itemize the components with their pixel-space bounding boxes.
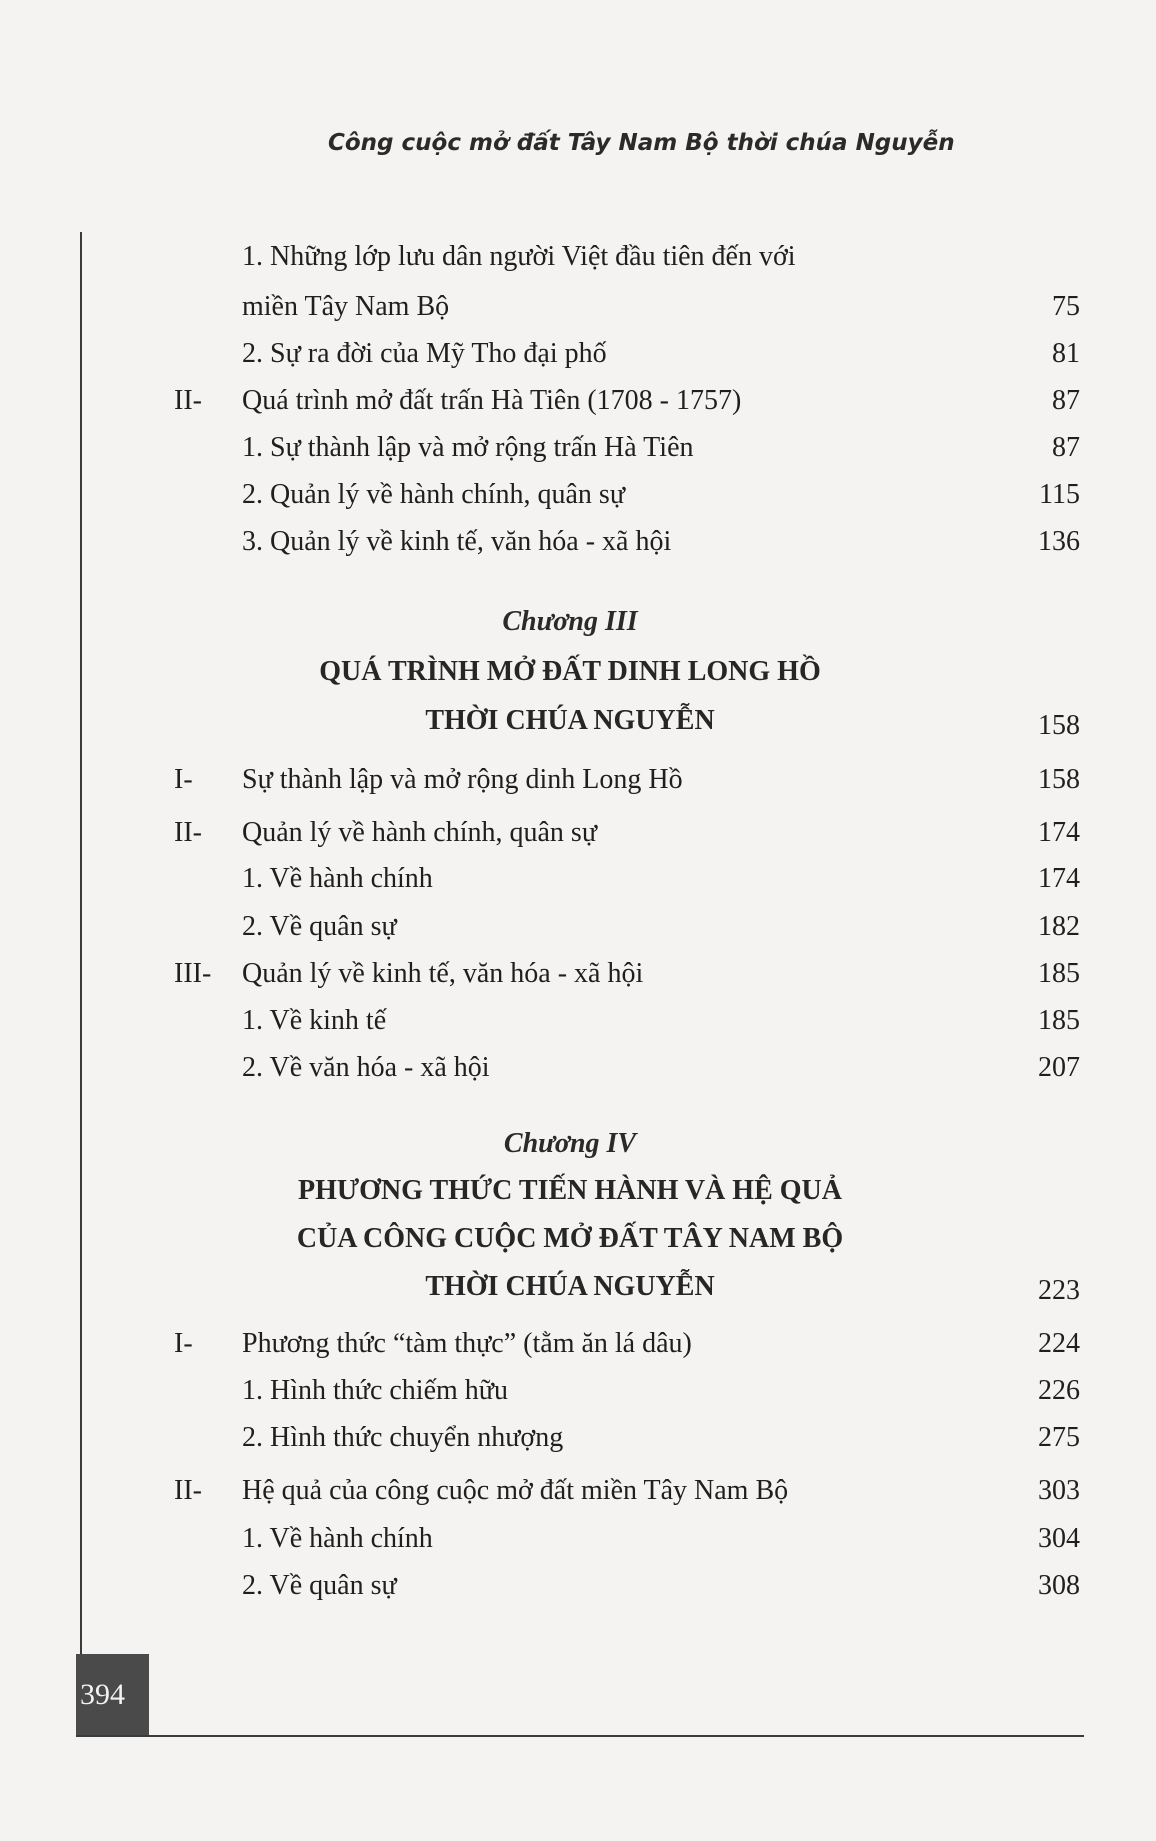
toc-entry [0, 384, 1156, 428]
toc-entry [0, 862, 1156, 906]
toc-entry-page: 304 [1038, 1523, 1080, 1554]
toc-entry-page: 174 [1038, 817, 1080, 848]
toc-entry-page: 303 [1038, 1475, 1080, 1506]
toc-entry-number: II- [174, 385, 202, 416]
chapter-label: Chương IV [503, 1128, 637, 1159]
toc-entry-text: 2. Về văn hóa - xã hội [242, 1052, 490, 1083]
toc-entry-page: 182 [1038, 911, 1080, 942]
running-header: Công cuộc mở đất Tây Nam Bộ thời chúa Nguyễn [328, 130, 955, 156]
toc-entry-page: 275 [1038, 1422, 1080, 1453]
toc-entry-text: Hệ quả của công cuộc mở đất miền Tây Nam Bộ [242, 1475, 789, 1506]
toc-entry-page: 136 [1038, 526, 1080, 557]
toc-entry [0, 910, 1156, 954]
toc-entry-page: 308 [1038, 1570, 1080, 1601]
toc-entry-page: 224 [1038, 1328, 1080, 1359]
toc-entry-number: III- [174, 958, 212, 989]
toc-entry [0, 1522, 1156, 1566]
toc-entry-text: 1. Về hành chính [242, 1523, 433, 1554]
toc-entry-number: II- [174, 817, 202, 848]
toc-entry-text: Quản lý về kinh tế, văn hóa - xã hội [242, 958, 644, 989]
toc-entry-text: Sự thành lập và mở rộng dinh Long Hồ [242, 764, 683, 795]
toc-entry-text: Phương thức “tàm thực” (tằm ăn lá dâu) [242, 1328, 692, 1359]
toc-entry-text: 3. Quản lý về kinh tế, văn hóa - xã hội [242, 526, 672, 557]
toc-entry-text: 2. Quản lý về hành chính, quân sự [242, 479, 625, 510]
toc-entry-text: 1. Sự thành lập và mở rộng trấn Hà Tiên [242, 432, 694, 463]
toc-entry-text: 2. Hình thức chuyển nhượng [242, 1422, 564, 1453]
toc-entry-text: 2. Về quân sự [242, 1570, 397, 1601]
toc-entry-page: 185 [1038, 1005, 1080, 1036]
toc-entry [0, 1569, 1156, 1613]
toc-entry [0, 337, 1156, 381]
toc-entry-page: 174 [1038, 863, 1080, 894]
toc-entry-page: 158 [1038, 764, 1080, 795]
toc-entry [0, 1327, 1156, 1371]
toc-entry-number: I- [174, 764, 193, 795]
toc-entry [0, 1421, 1156, 1465]
toc-entry-text: miền Tây Nam Bộ [242, 291, 450, 322]
toc-entry [0, 478, 1156, 522]
toc-entry-page: 81 [1052, 338, 1080, 369]
toc-entry-number: I- [174, 1328, 193, 1359]
toc-entry [0, 240, 1156, 284]
toc-entry [0, 1374, 1156, 1418]
toc-entry-text: Quá trình mở đất trấn Hà Tiên (1708 - 1757) [242, 385, 742, 416]
toc-entry [0, 1474, 1156, 1518]
toc-entry [0, 525, 1156, 569]
chapter-title-line: CỦA CÔNG CUỘC MỞ ĐẤT TÂY NAM BỘ [296, 1223, 844, 1254]
toc-entry-page: 115 [1039, 479, 1080, 510]
toc-entry-page: 75 [1052, 291, 1080, 322]
toc-entry-page: 207 [1038, 1052, 1080, 1083]
toc-entry [0, 957, 1156, 1001]
toc-entry-text: 2. Sự ra đời của Mỹ Tho đại phố [242, 338, 607, 369]
toc-entry-page: 185 [1038, 958, 1080, 989]
toc-entry [0, 431, 1156, 475]
chapter-label: Chương III [502, 606, 638, 637]
toc-entry-text: 1. Về hành chính [242, 863, 433, 894]
toc-entry-text: Quản lý về hành chính, quân sự [242, 817, 597, 848]
chapter-page: 158 [1038, 710, 1080, 741]
toc-entry-page: 87 [1052, 385, 1080, 416]
bottom-rule [76, 1735, 1084, 1737]
chapter-title-line: THỜI CHÚA NGUYỄN [425, 1271, 715, 1302]
toc-entry-text: 1. Về kinh tế [242, 1005, 387, 1036]
toc-entry-text: 1. Hình thức chiếm hữu [242, 1375, 508, 1406]
toc-entry [0, 290, 1156, 334]
chapter-title-line: PHƯƠNG THỨC TIẾN HÀNH VÀ HỆ QUẢ [298, 1175, 842, 1206]
toc-entry-text: 2. Về quân sự [242, 911, 397, 942]
toc-entry [0, 1004, 1156, 1048]
toc-entry-page: 226 [1038, 1375, 1080, 1406]
toc-entry [0, 1051, 1156, 1095]
toc-entry-text: 1. Những lớp lưu dân người Việt đầu tiên đến với [242, 241, 796, 272]
chapter-title-line: QUÁ TRÌNH MỞ ĐẤT DINH LONG HỒ [319, 656, 821, 687]
toc-entry [0, 816, 1156, 860]
page-number: 394 [80, 1678, 125, 1711]
chapter-title-line: THỜI CHÚA NGUYỄN [425, 705, 715, 736]
toc-entry-number: II- [174, 1475, 202, 1506]
chapter-page: 223 [1038, 1275, 1080, 1306]
toc-entry [0, 763, 1156, 807]
toc-entry-page: 87 [1052, 432, 1080, 463]
